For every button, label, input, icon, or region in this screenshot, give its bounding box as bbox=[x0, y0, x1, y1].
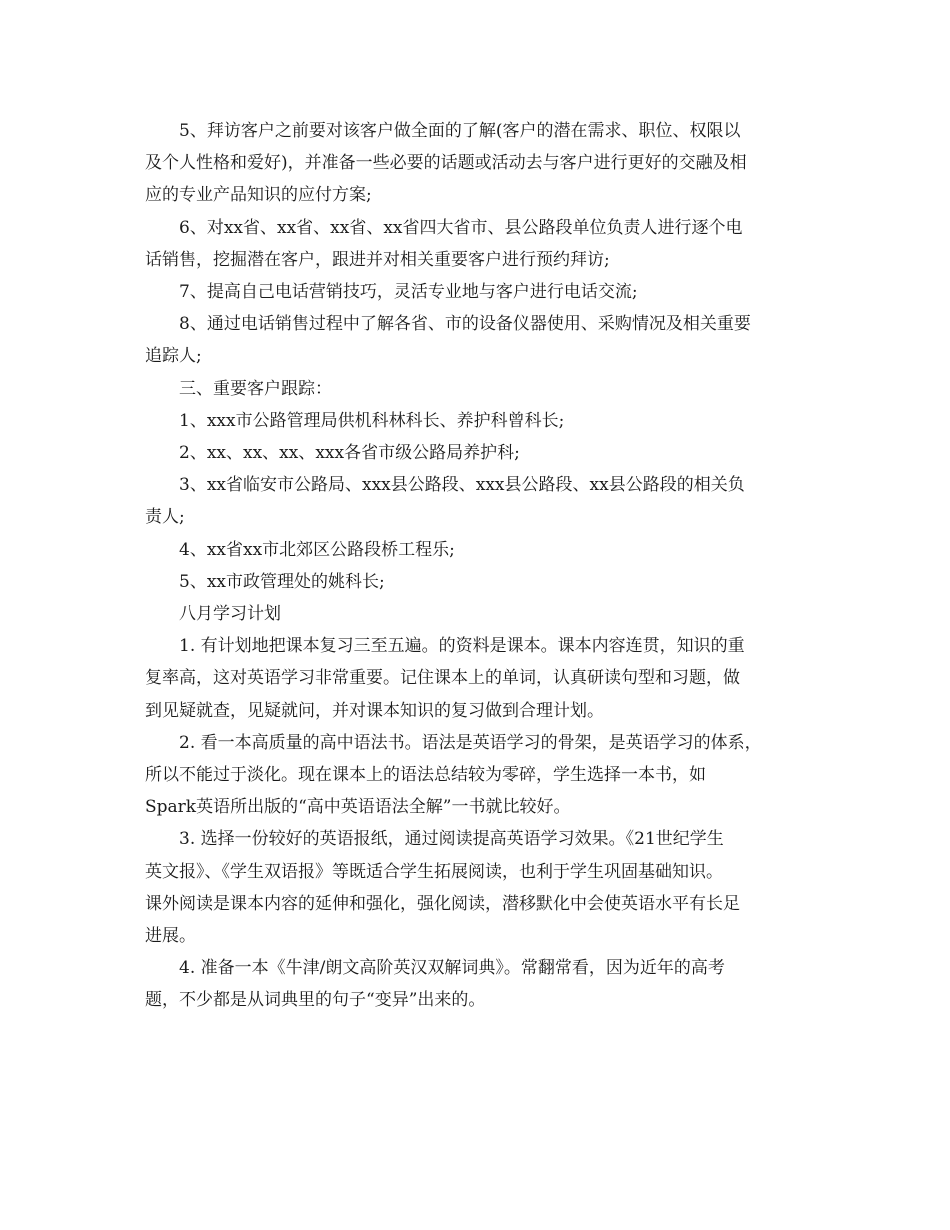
text-line: 8、通过电话销售过程中了解各省、市的设备仪器使用、采购情况及相关重要 bbox=[179, 314, 751, 335]
text-line: 1. 有计划地把课本复习三至五遍。的资料是课本。课本内容连贯，知识的重 bbox=[179, 636, 745, 657]
text-line: 追踪人; bbox=[145, 346, 202, 367]
text-line: 责人; bbox=[145, 507, 185, 528]
text-line: 话销售，挖掘潜在客户，跟进并对相关重要客户进行预约拜访; bbox=[145, 249, 610, 270]
section-heading: 八月学习计划 bbox=[179, 604, 281, 625]
text-line: 题，不少都是从词典里的句子“变异”出来的。 bbox=[145, 990, 486, 1011]
text-line: Spark英语所出版的“高中英语语法全解”一书就比较好。 bbox=[145, 797, 571, 818]
text-line: 3. 选择一份较好的英语报纸，通过阅读提高英语学习效果。《21世纪学生 bbox=[179, 829, 724, 850]
text-line: 课外阅读是课本内容的延伸和强化，强化阅读，潜移默化中会使英语水平有长足 bbox=[145, 893, 740, 914]
text-line: 到见疑就查，见疑就问，并对课本知识的复习做到合理计划。 bbox=[145, 700, 604, 721]
text-line: 进展。 bbox=[145, 926, 196, 947]
text-line: 5、拜访客户之前要对该客户做全面的了解(客户的潜在需求、职位、权限以 bbox=[179, 121, 741, 141]
text-line: 4、xx省xx市北郊区公路段桥工程乐; bbox=[179, 539, 455, 560]
text-line: 复率高，这对英语学习非常重要。记住课本上的单词，认真研读句型和习题，做 bbox=[145, 668, 740, 689]
text-line: 2. 看一本高质量的高中语法书。语法是英语学习的骨架，是英语学习的体系， bbox=[179, 732, 762, 753]
text-line: 4. 准备一本《牛津/朗文高阶英汉双解词典》。常翻常看，因为近年的高考 bbox=[179, 958, 725, 979]
text-line: 英文报》、《学生双语报》等既适合学生拓展阅读，也利于学生巩固基础知识。 bbox=[145, 861, 723, 882]
text-line: 3、xx省临安市公路局、xxx县公路段、xxx县公路段、xx县公路段的相关负 bbox=[179, 475, 745, 496]
text-line: 所以不能过于淡化。现在课本上的语法总结较为零碎，学生选择一本书，如 bbox=[145, 765, 706, 786]
text-line: 应的专业产品知识的应付方案; bbox=[145, 185, 372, 206]
text-line: 7、提高自己电话营销技巧，灵活专业地与客户进行电话交流; bbox=[179, 282, 638, 303]
text-line: 及个人性格和爱好)，并准备一些必要的话题或活动去与客户进行更好的交融及相 bbox=[145, 153, 747, 174]
text-line: 1、xxx市公路管理局供机科林科长、养护科曾科长; bbox=[179, 410, 565, 431]
document-body bbox=[145, 115, 815, 1017]
text-line: 6、对xx省、xx省、xx省、xx省四大省市、县公路段单位负责人进行逐个电 bbox=[179, 217, 743, 238]
section-heading: 三、重要客户跟踪： bbox=[179, 378, 332, 399]
text-line: 5、xx市政管理处的姚科长; bbox=[179, 571, 385, 592]
text-line: 2、xx、xx、xx、xxx各省市级公路局养护科; bbox=[179, 443, 520, 464]
